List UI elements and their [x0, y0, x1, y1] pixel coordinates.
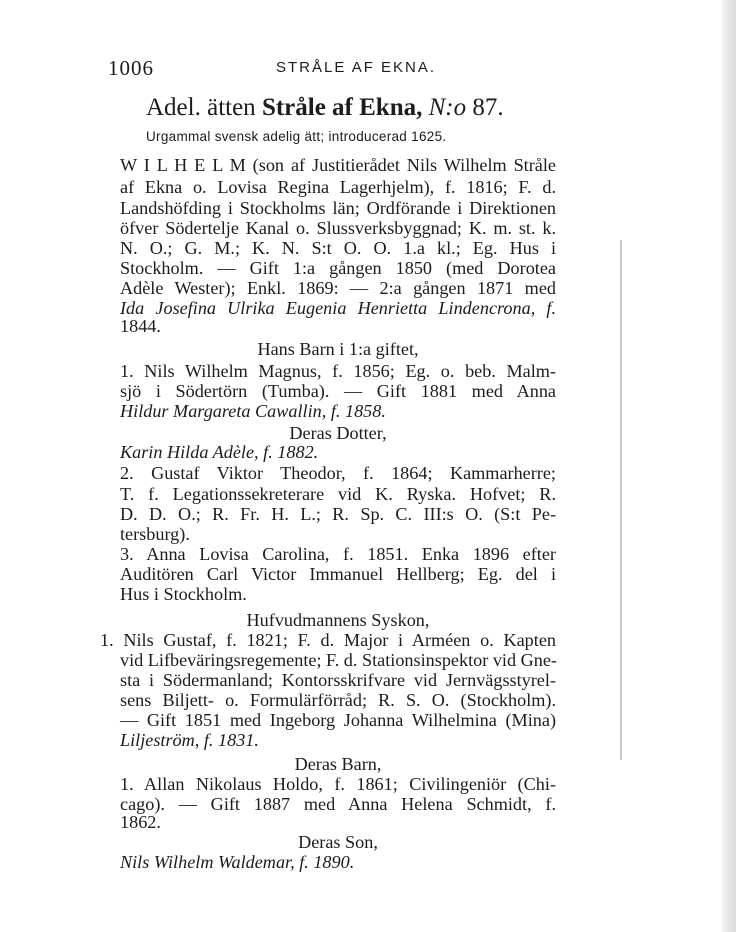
text-line: Stockholm. — Gift 1:a gången 1850 (med Dorotea — [120, 258, 556, 278]
text-line: Landshöfding i Stockholms län; Ordförande i Direktionen — [120, 198, 556, 218]
text-line: Nils Wilhelm Waldemar, f. 1890. — [120, 852, 355, 872]
text-line: Adèle Wester); Enkl. 1869: — 2:a gången 1871 med — [120, 278, 556, 298]
text-line: 1. Allan Nikolaus Holdo, f. 1861; Civilingeniör (Chi- — [120, 774, 556, 794]
title-name: Stråle af Ekna, — [261, 94, 423, 121]
text-line: Ida Josefina Ulrika Eugenia Henrietta Lindencrona, f. — [120, 298, 556, 318]
text-line: Liljeström, f. 1831. — [120, 730, 259, 750]
margin-rule — [620, 240, 622, 760]
text-line: vid Lifbeväringsregemente; F. d. Stationsinspektor vid Gne- — [120, 650, 557, 670]
text-line: Auditören Carl Victor Immanuel Hellberg; Eg. del i — [120, 564, 556, 584]
section-heading: Hans Barn i 1:a giftet, — [257, 339, 419, 359]
text-line: 3. Anna Lovisa Carolina, f. 1851. Enka 1896 efter — [120, 544, 556, 564]
running-title: STRÅLE AF EKNA. — [276, 59, 437, 76]
section-heading: Hufvudmannens Syskon, — [246, 610, 430, 630]
section-heading: Deras Barn, — [294, 754, 382, 774]
text-line: af Ekna o. Lovisa Regina Lagerhjelm), f. 1816; F. d. — [120, 177, 556, 197]
text-line: sens Biljett- o. Formulärförråd; R. S. O. (Stockholm). — [120, 690, 556, 710]
text-line: Hildur Margareta Cawallin, f. 1858. — [120, 401, 386, 421]
text-line: — Gift 1851 med Ingeborg Johanna Wilhelmina (Mina) — [120, 710, 556, 730]
title-prefix: Adel. ätten — [146, 94, 256, 121]
text-line: 1862. — [120, 812, 161, 832]
text-line: 1844. — [120, 316, 161, 336]
text-line: sta i Södermanland; Kontorsskrifvare vid Jernvägsstyrel- — [120, 670, 556, 690]
title-no-label: N:o — [428, 94, 467, 121]
text-line: öfver Södertelje Kanal o. Slussverksbyggnad; K. m. st. k. — [120, 218, 556, 238]
text-line: 1. Nils Wilhelm Magnus, f. 1856; Eg. o. beb. Malm- — [120, 361, 556, 381]
page-edge-shadow — [722, 0, 736, 932]
family-title — [146, 94, 504, 122]
text-line: Hus i Stockholm. — [120, 584, 247, 604]
section-heading: Deras Dotter, — [289, 423, 387, 443]
page-number: 1006 — [108, 56, 154, 80]
page-header — [108, 56, 588, 80]
text-line: 2. Gustaf Viktor Theodor, f. 1864; Kammarherre; — [120, 463, 556, 483]
text-line: cago). — Gift 1887 med Anna Helena Schmidt, f. — [120, 794, 556, 814]
title-no-value: 87. — [472, 94, 504, 121]
text-line: N. O.; G. M.; K. N. S:t O. O. 1.a kl.; Eg. Hus i — [120, 238, 556, 258]
text-line: tersburg). — [120, 524, 190, 544]
text-line: T. f. Legationssekreterare vid K. Ryska. Hofvet; R. — [120, 484, 556, 504]
text-line: D. D. O.; R. Fr. H. L.; R. Sp. C. III:s O. (S:t Pe- — [120, 504, 556, 524]
text-line: Karin Hilda Adèle, f. 1882. — [120, 442, 319, 462]
text-line: W I L H E L M (son af Justitierådet Nils Wilhelm Stråle — [120, 155, 556, 175]
text-line: 1. Nils Gustaf, f. 1821; F. d. Major i Arméen o. Kapten — [100, 630, 556, 650]
text-line: sjö i Södertörn (Tumba). — Gift 1881 med Anna — [120, 381, 556, 401]
section-heading: Deras Son, — [298, 832, 378, 852]
family-subtitle: Urgammal svensk adelig ätt; introducerad 1625. — [146, 129, 447, 144]
